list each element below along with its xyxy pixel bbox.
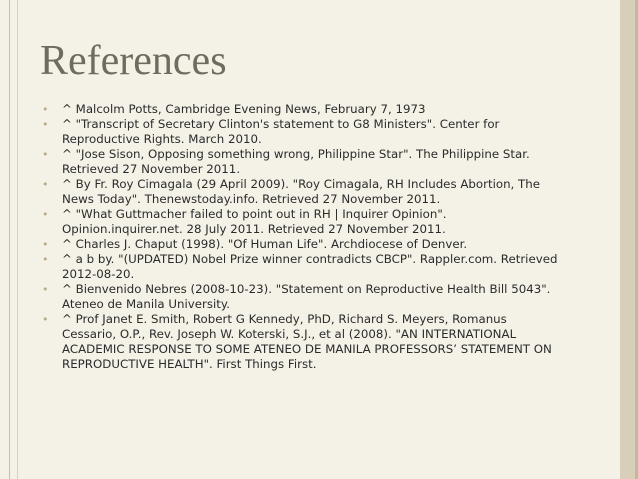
reference-text: ^ Bienvenido Nebres (2008-10-23). "Statement on Reproductive Health Bill 5043". Ateneo de Manila University. [62,282,551,311]
reference-text: ^ "What Guttmacher failed to point out in RH | Inquirer Opinion". Opinion.inquirer.net. 28 July 2011. Retrieved 27 November 2011. [62,207,447,236]
decorative-line [17,0,18,479]
reference-item [42,177,562,207]
reference-item [42,252,562,282]
reference-text: ^ "Jose Sison, Opposing something wrong, Philippine Star". The Philippine Star. Retrieved 27 November 2011. [62,147,530,176]
bullet-icon: • [42,283,49,296]
reference-item [42,207,562,237]
bullet-icon: • [42,103,49,116]
decorative-line [9,0,10,479]
reference-item [42,102,562,117]
bullet-icon: • [42,148,49,161]
bullet-icon: • [42,118,49,131]
reference-text: ^ "Transcript of Secretary Clinton's statement to G8 Ministers". Center for Reproductive Rights. March 2010. [62,117,500,146]
reference-item [42,312,562,372]
reference-item [42,117,562,147]
references-list [42,102,562,372]
reference-text: ^ a b by. "(UPDATED) Nobel Prize winner contradicts CBCP". Rappler.com. Retrieved 2012-08-20. [62,252,558,281]
bullet-icon: • [42,178,49,191]
bullet-icon: • [42,238,49,251]
reference-item [42,282,562,312]
reference-text: ^ Prof Janet E. Smith, Robert G Kennedy, PhD, Richard S. Meyers, Romanus Cessario, O.P., Rev. Joseph W. Koterski, S.J., et al (2008). "AN INTERNATIONAL ACADEMIC RESPONSE TO SOME ATENEO DE MANILA PROFESSORS’ STATEMENT ON REPRODUCTIVE HEALTH". First Things First. [62,312,552,371]
bullet-icon: • [42,313,49,326]
reference-text: ^ By Fr. Roy Cimagala (29 April 2009). "Roy Cimagala, RH Includes Abortion, The News Today". Thenewstoday.info. Retrieved 27 November 2011. [62,177,540,206]
bullet-icon: • [42,208,49,221]
slide-title: References [40,38,227,84]
bullet-icon: • [42,253,49,266]
reference-text: ^ Charles J. Chaput (1998). "Of Human Life". Archdiocese of Denver. [62,237,468,251]
reference-item [42,147,562,177]
reference-item [42,237,562,252]
reference-text: ^ Malcolm Potts, Cambridge Evening News, February 7, 1973 [62,102,426,116]
